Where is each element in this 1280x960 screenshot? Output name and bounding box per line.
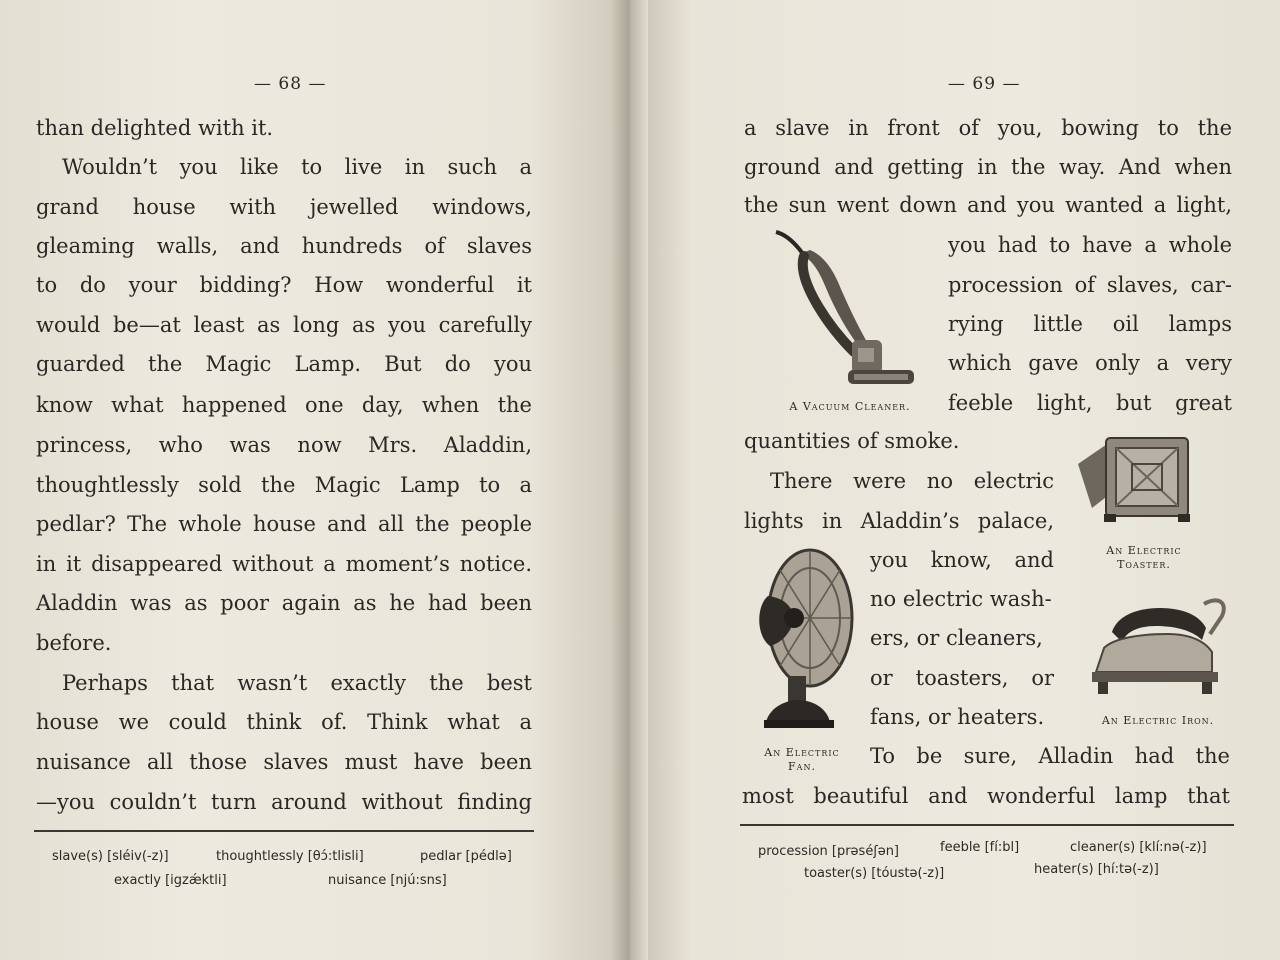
text-line: nuisance all those slaves must have been: [36, 750, 532, 774]
text-line: before.: [36, 631, 112, 655]
text-line: guarded the Magic Lamp. But do you: [36, 352, 532, 376]
text-line: ers, or cleaners,: [870, 626, 1043, 650]
glossary-entry: thoughtlessly [θɔ́:tlisli]: [216, 849, 364, 864]
text-line: Aladdin was as poor again as he had been: [36, 591, 532, 615]
text-line: fans, or heaters.: [870, 705, 1045, 729]
text-line: which gave only a very: [948, 351, 1232, 375]
text-line: procession of slaves, car-: [948, 273, 1232, 297]
text-line: thoughtlessly sold the Magic Lamp to a: [36, 473, 532, 497]
caption-fan-line2: Fan.: [788, 760, 816, 773]
text-line: the sun went down and you wanted a light,: [744, 193, 1232, 217]
text-line: in it disappeared without a moment’s notice.: [36, 552, 532, 576]
text-line: grand house with jewelled windows,: [36, 195, 532, 219]
text-line: —you couldn’t turn around without finding: [36, 790, 532, 814]
glossary-entry: heater(s) [hí:tə(-z)]: [1034, 862, 1159, 877]
text-line: To be sure, Alladin had the: [870, 744, 1230, 768]
caption-toaster-line2: Toaster.: [1117, 558, 1171, 571]
book-gutter: [612, 0, 648, 960]
text-line: to do your bidding? How wonderful it: [36, 273, 532, 297]
glossary-entry: exactly [igzǽktli]: [114, 873, 227, 888]
text-line: house we could think of. Think what a: [36, 710, 532, 734]
text-line: gleaming walls, and hundreds of slaves: [36, 234, 532, 258]
page-number-right: — 69 —: [948, 74, 1021, 94]
text-line: would be—at least as long as you carefully: [36, 313, 532, 337]
text-line: you know, and: [870, 548, 1054, 572]
text-line: princess, who was now Mrs. Aladdin,: [36, 433, 532, 457]
glossary-entry: feeble [fí:bl]: [940, 840, 1020, 855]
text-line: Wouldn’t you like to live in such a: [62, 155, 532, 179]
text-line: or toasters, or: [870, 666, 1054, 690]
footnote-rule: [34, 830, 534, 832]
glossary-entry: pedlar [pédlə]: [420, 849, 512, 864]
glossary-entry: toaster(s) [tóustə(-z)]: [804, 866, 945, 881]
text-line: There were no electric: [770, 469, 1054, 493]
text-line: feeble light, but great: [948, 391, 1232, 415]
toaster-illustration: [1076, 434, 1196, 526]
glossary-entry: slave(s) [sléiv(-z)]: [52, 849, 169, 864]
footnote-rule: [740, 824, 1234, 826]
glossary-entry: nuisance [njú:sns]: [328, 873, 447, 888]
glossary-entry: procession [prəséʃən]: [758, 844, 900, 859]
text-line: know what happened one day, when the: [36, 393, 532, 417]
electric-fan-illustration: [748, 546, 858, 740]
text-line: than delighted with it.: [36, 116, 274, 140]
iron-illustration: [1084, 594, 1234, 706]
text-line: ground and getting in the way. And when: [744, 155, 1232, 179]
text-line: no electric wash-: [870, 587, 1052, 611]
caption-fan-line1: An Electric: [764, 746, 840, 759]
text-line: most beautiful and wonderful lamp that: [742, 784, 1230, 808]
text-line: lights in Aladdin’s palace,: [744, 509, 1054, 533]
caption-toaster-line1: An Electric: [1106, 544, 1182, 557]
page-number-left: — 68 —: [254, 74, 327, 94]
caption-iron: An Electric Iron.: [1101, 714, 1215, 727]
text-line: you had to have a whole: [948, 233, 1232, 257]
text-line: quantities of smoke.: [744, 429, 960, 453]
caption-vacuum-cleaner: A Vacuum Cleaner.: [789, 400, 911, 413]
text-line: Perhaps that wasn’t exactly the best: [62, 671, 532, 695]
text-line: pedlar? The whole house and all the people: [36, 512, 532, 536]
text-line: a slave in front of you, bowing to the: [744, 116, 1232, 140]
glossary-entry: cleaner(s) [klí:nə(-z)]: [1070, 840, 1207, 855]
text-line: rying little oil lamps: [948, 312, 1232, 336]
vacuum-cleaner-illustration: [770, 228, 930, 398]
